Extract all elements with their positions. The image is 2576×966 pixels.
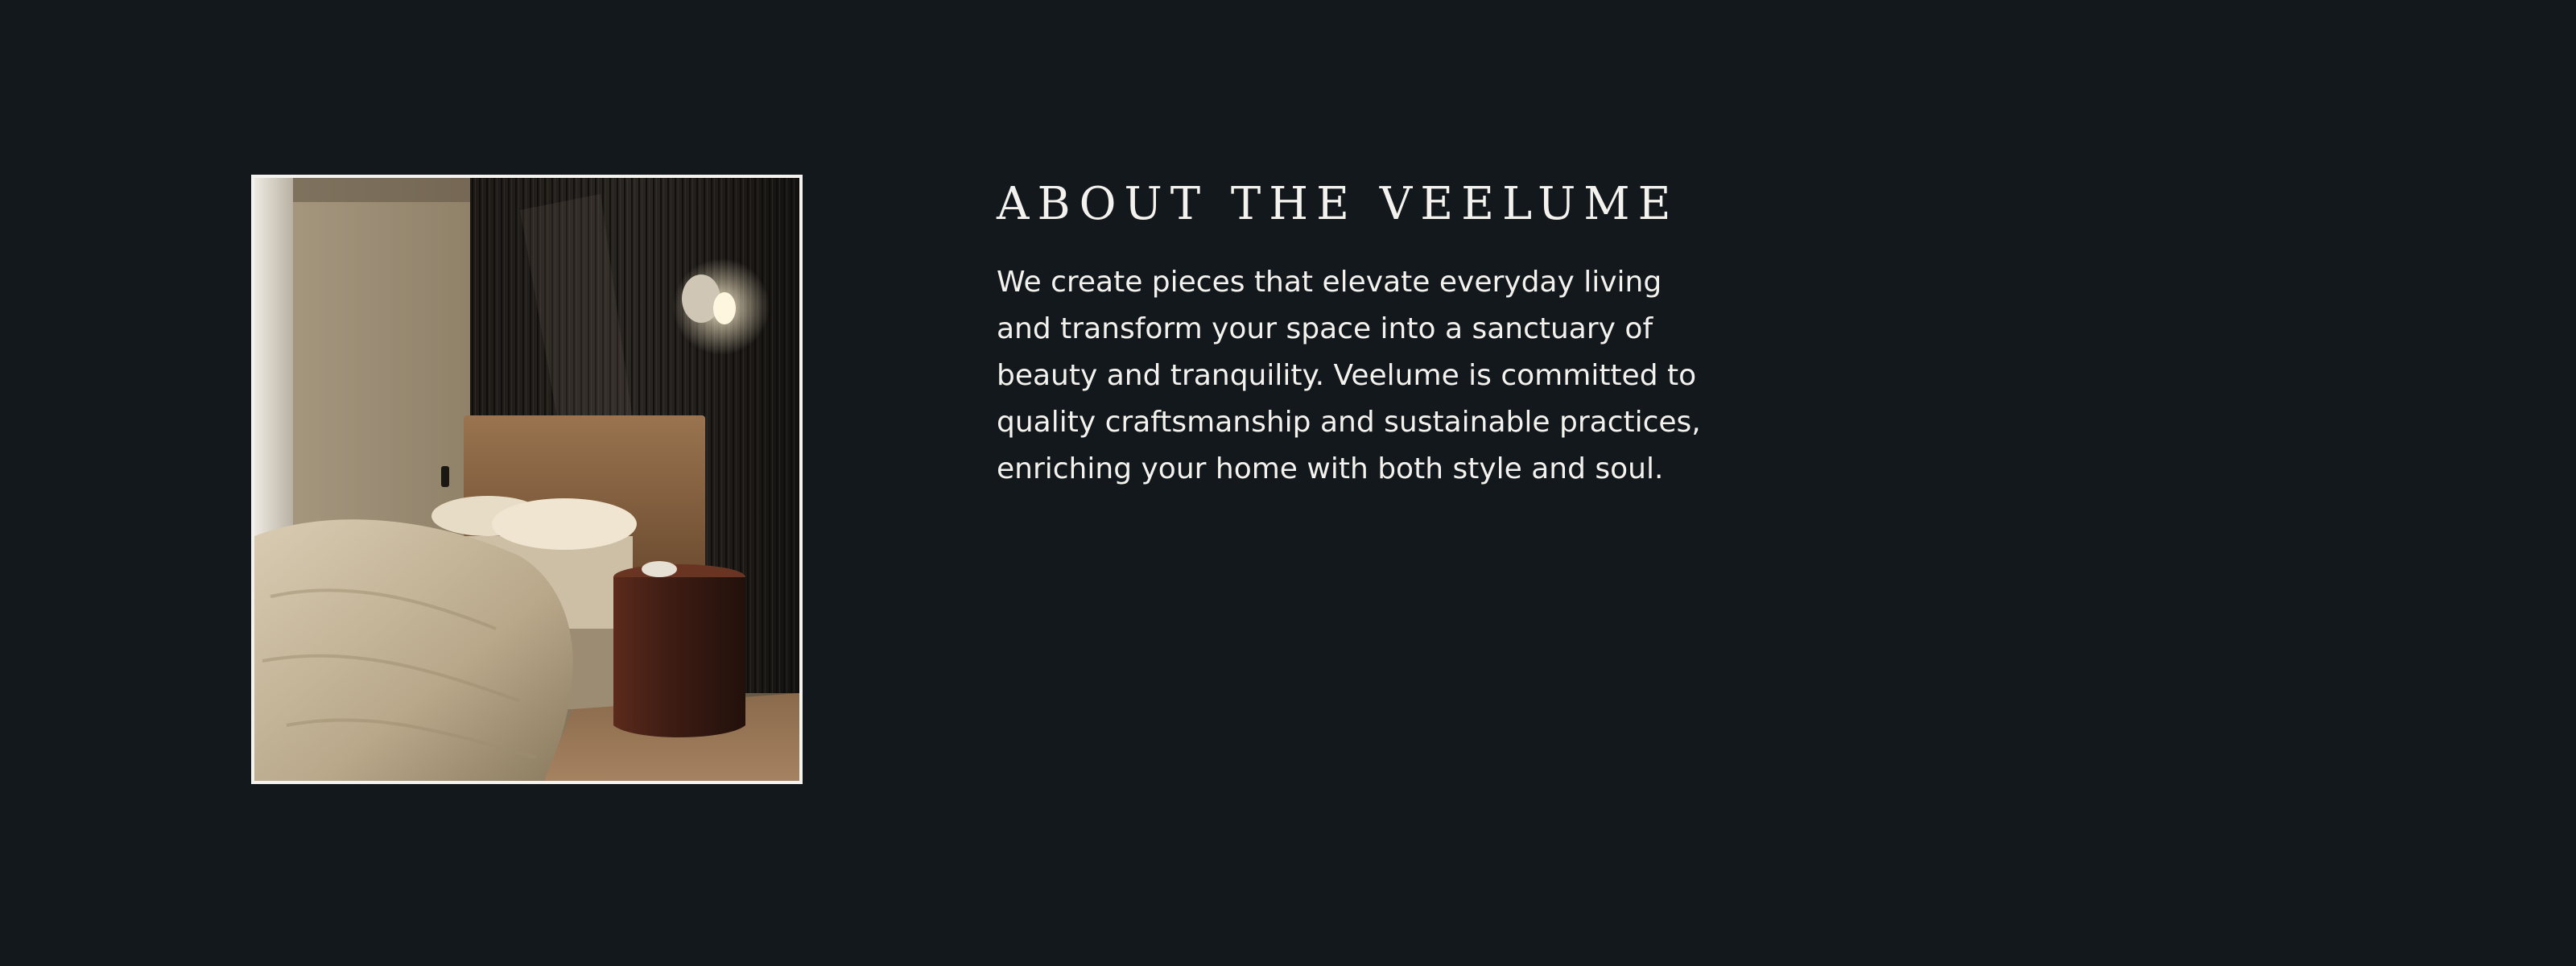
about-description: We create pieces that elevate everyday living and transform your space into a sanctuary of beauty and tranquility. Veelume is committed to quality craftsmanship and sustainable practices, enriching your home with both style and soul. [997, 266, 1701, 485]
page-title: ABOUT THE VEELUME [997, 178, 1679, 230]
bedroom-photo [251, 175, 803, 784]
